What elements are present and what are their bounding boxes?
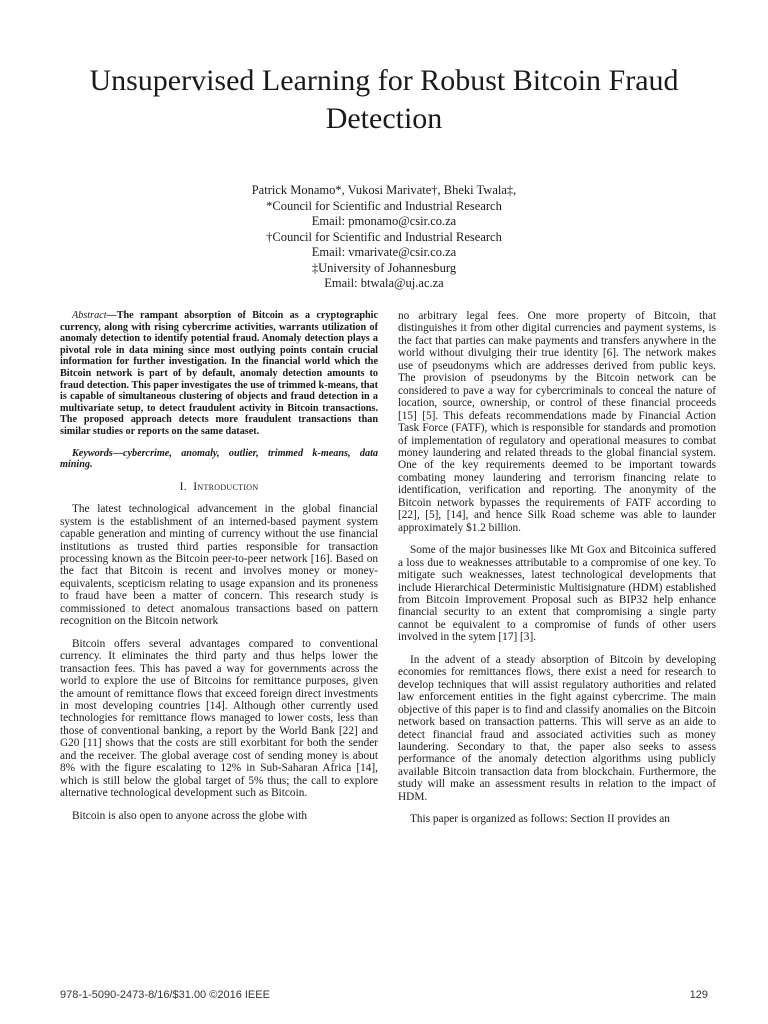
right-column <box>398 310 716 826</box>
page-number: 129 <box>689 989 708 1001</box>
keywords-label: Keywords <box>72 447 113 459</box>
left-column <box>60 310 378 822</box>
abstract-label: Abstract <box>72 310 107 321</box>
author-names: Patrick Monamo*, Vukosi Marivate†, Bheki Twala‡, <box>251 183 517 197</box>
keywords-text: —cybercrime, anomaly, outlier, trimmed k-means, data mining. <box>60 447 378 471</box>
body-paragraph: Some of the major businesses like Mt Gox and Bitcoinica suffered a loss due to weaknesses attributable to a compromise of one key. To mitigate such weaknesses, latest technological developments that include Hierarchical Deterministic Multisignature (HDM) established from Bitcoin Improvement Proposal such as BIP32 help enhance financial security to an extent that compromising a single party cannot be equivalent to a compromise of funds of other users involved in the sytem [17] [3]. <box>398 544 716 644</box>
email-line: Email: vmarivate@csir.co.za <box>311 245 457 259</box>
email-line: Email: btwala@uj.ac.za <box>324 276 444 290</box>
affiliation-line: *Council for Scientific and Industrial Research <box>266 198 502 213</box>
section-number: I. <box>179 480 187 493</box>
abstract <box>60 310 378 438</box>
footer-copyright: 978-1-5090-2473-8/16/$31.00 ©2016 IEEE <box>60 989 270 1001</box>
keywords <box>60 448 378 471</box>
email-line: Email: pmonamo@csir.co.za <box>311 214 457 228</box>
body-paragraph: This paper is organized as follows: Section II provides an <box>410 813 670 826</box>
body-paragraph: Bitcoin offers several advantages compared to conventional currency. It eliminates the third party and thus helps lower the transaction fees. This has paved a way for governments across the world to explore the use of Bitcoins for remittance purposes, given the amount of remittance flows that exceed foreign direct investments in most developing countries [14]. Although other currently used technologies for remittance flows managed to lower costs, less than those of conventional banking, a report by the World Bank [22] and G20 [11] shows that the costs are still exorbitant for both the sender and the receiver. The global average cost of sending money is about 8% with the figure escalating to 12% in Sub-Saharan Africa [14], which is still below the global target of 5% thus; the call to explore alternative technological development such as Bitcoin. <box>60 637 378 800</box>
section-title: Introduction <box>193 480 259 493</box>
paper-title: Unsupervised Learning for Robust Bitcoin Fraud Detection <box>89 64 679 135</box>
affiliation-line: ‡University of Johannesburg <box>311 260 457 275</box>
abstract-text: —The rampant absorption of Bitcoin as a cryptographic currency, along with rising cybercrime activities, warrants utilization of anomaly detection to identify potential fraud. Anomaly detection plays a pivotal role in data mining since most outlying points contain crucial information for further investigation. In the financial world which the Bitcoin network is part of by default, anomaly detection amounts to fraud detection. This paper investigates the use of trimmed k-means, that is capable of simultaneous clustering of objects and fraud detection in a multivariate setup, to detect fraudulent activity in Bitcoin transactions. The proposed approach detects more fraudulent transactions than similar studies or reports on the same dataset. <box>60 310 378 437</box>
body-paragraph: Bitcoin is also open to anyone across the globe with <box>72 809 307 822</box>
author-block <box>100 183 668 292</box>
body-paragraph: no arbitrary legal fees. One more property of Bitcoin, that distinguishes it from other digital currencies and payment systems, is the fact that parties can make payments and transfers anywhere in the world without divulging their true identity [6]. The network makes use of pseudonyms which are addresses derived from public keys. The provision of pseudonyms by the Bitcoin network can be considered to pave a way for cybercriminals to conceal the nature of location, source, ownership, or control of these financial proceeds [15] [5]. This defeats recommendations made by Financial Action Task Force (FATF), which is responsible for standards and promotion of implementation of regulatory and operational measures to combat money laundering and related threads to the global financial system. One of the key requirements deemed to be important towards combating money laundering and terrorism financing relate to identification, verification and reporting. The anonymity of the Bitcoin network bypasses the requirements of FATF according to [22], [5], [14], and hence Silk Road scheme was able to launder approximately $1.2 billion. <box>398 310 716 534</box>
section-heading <box>60 481 378 493</box>
body-paragraph: In the advent of a steady absorption of Bitcoin by developing economies for remittances flows, there exist a need for research to develop techniques that will assist regulatory authorities and related law enforcement entities in the fight against cybercrime. The main objective of this paper is to find and classify anomalies on the Bitcoin network based on transaction patterns. This will serve as an aide to detect financial fraud and associated activities such as money laundering. Secondary to that, the paper also seeks to assess performance of the anomaly detection algorithms using publicly available Bitcoin transaction data from blockchain. Furthermore, the study will make an assessment results in relation to the impact of HDM. <box>398 653 716 803</box>
body-paragraph: The latest technological advancement in the global financial system is the establishment of an interned-based payment system capable generation and minting of currency without the use financial institutions as trusted third parties responsible for transaction processing known as the Bitcoin peer-to-peer network [16]. Based on the fact that Bitcoin is recent and involves money or money-equivalents, scepticism relating to usage expansion and its proneness to fraud have been a matter of concern. This research study is commissioned to detect anomalous transactions based on pattern recognition on the Bitcoin network <box>60 503 378 628</box>
affiliation-line: †Council for Scientific and Industrial Research <box>266 229 502 244</box>
